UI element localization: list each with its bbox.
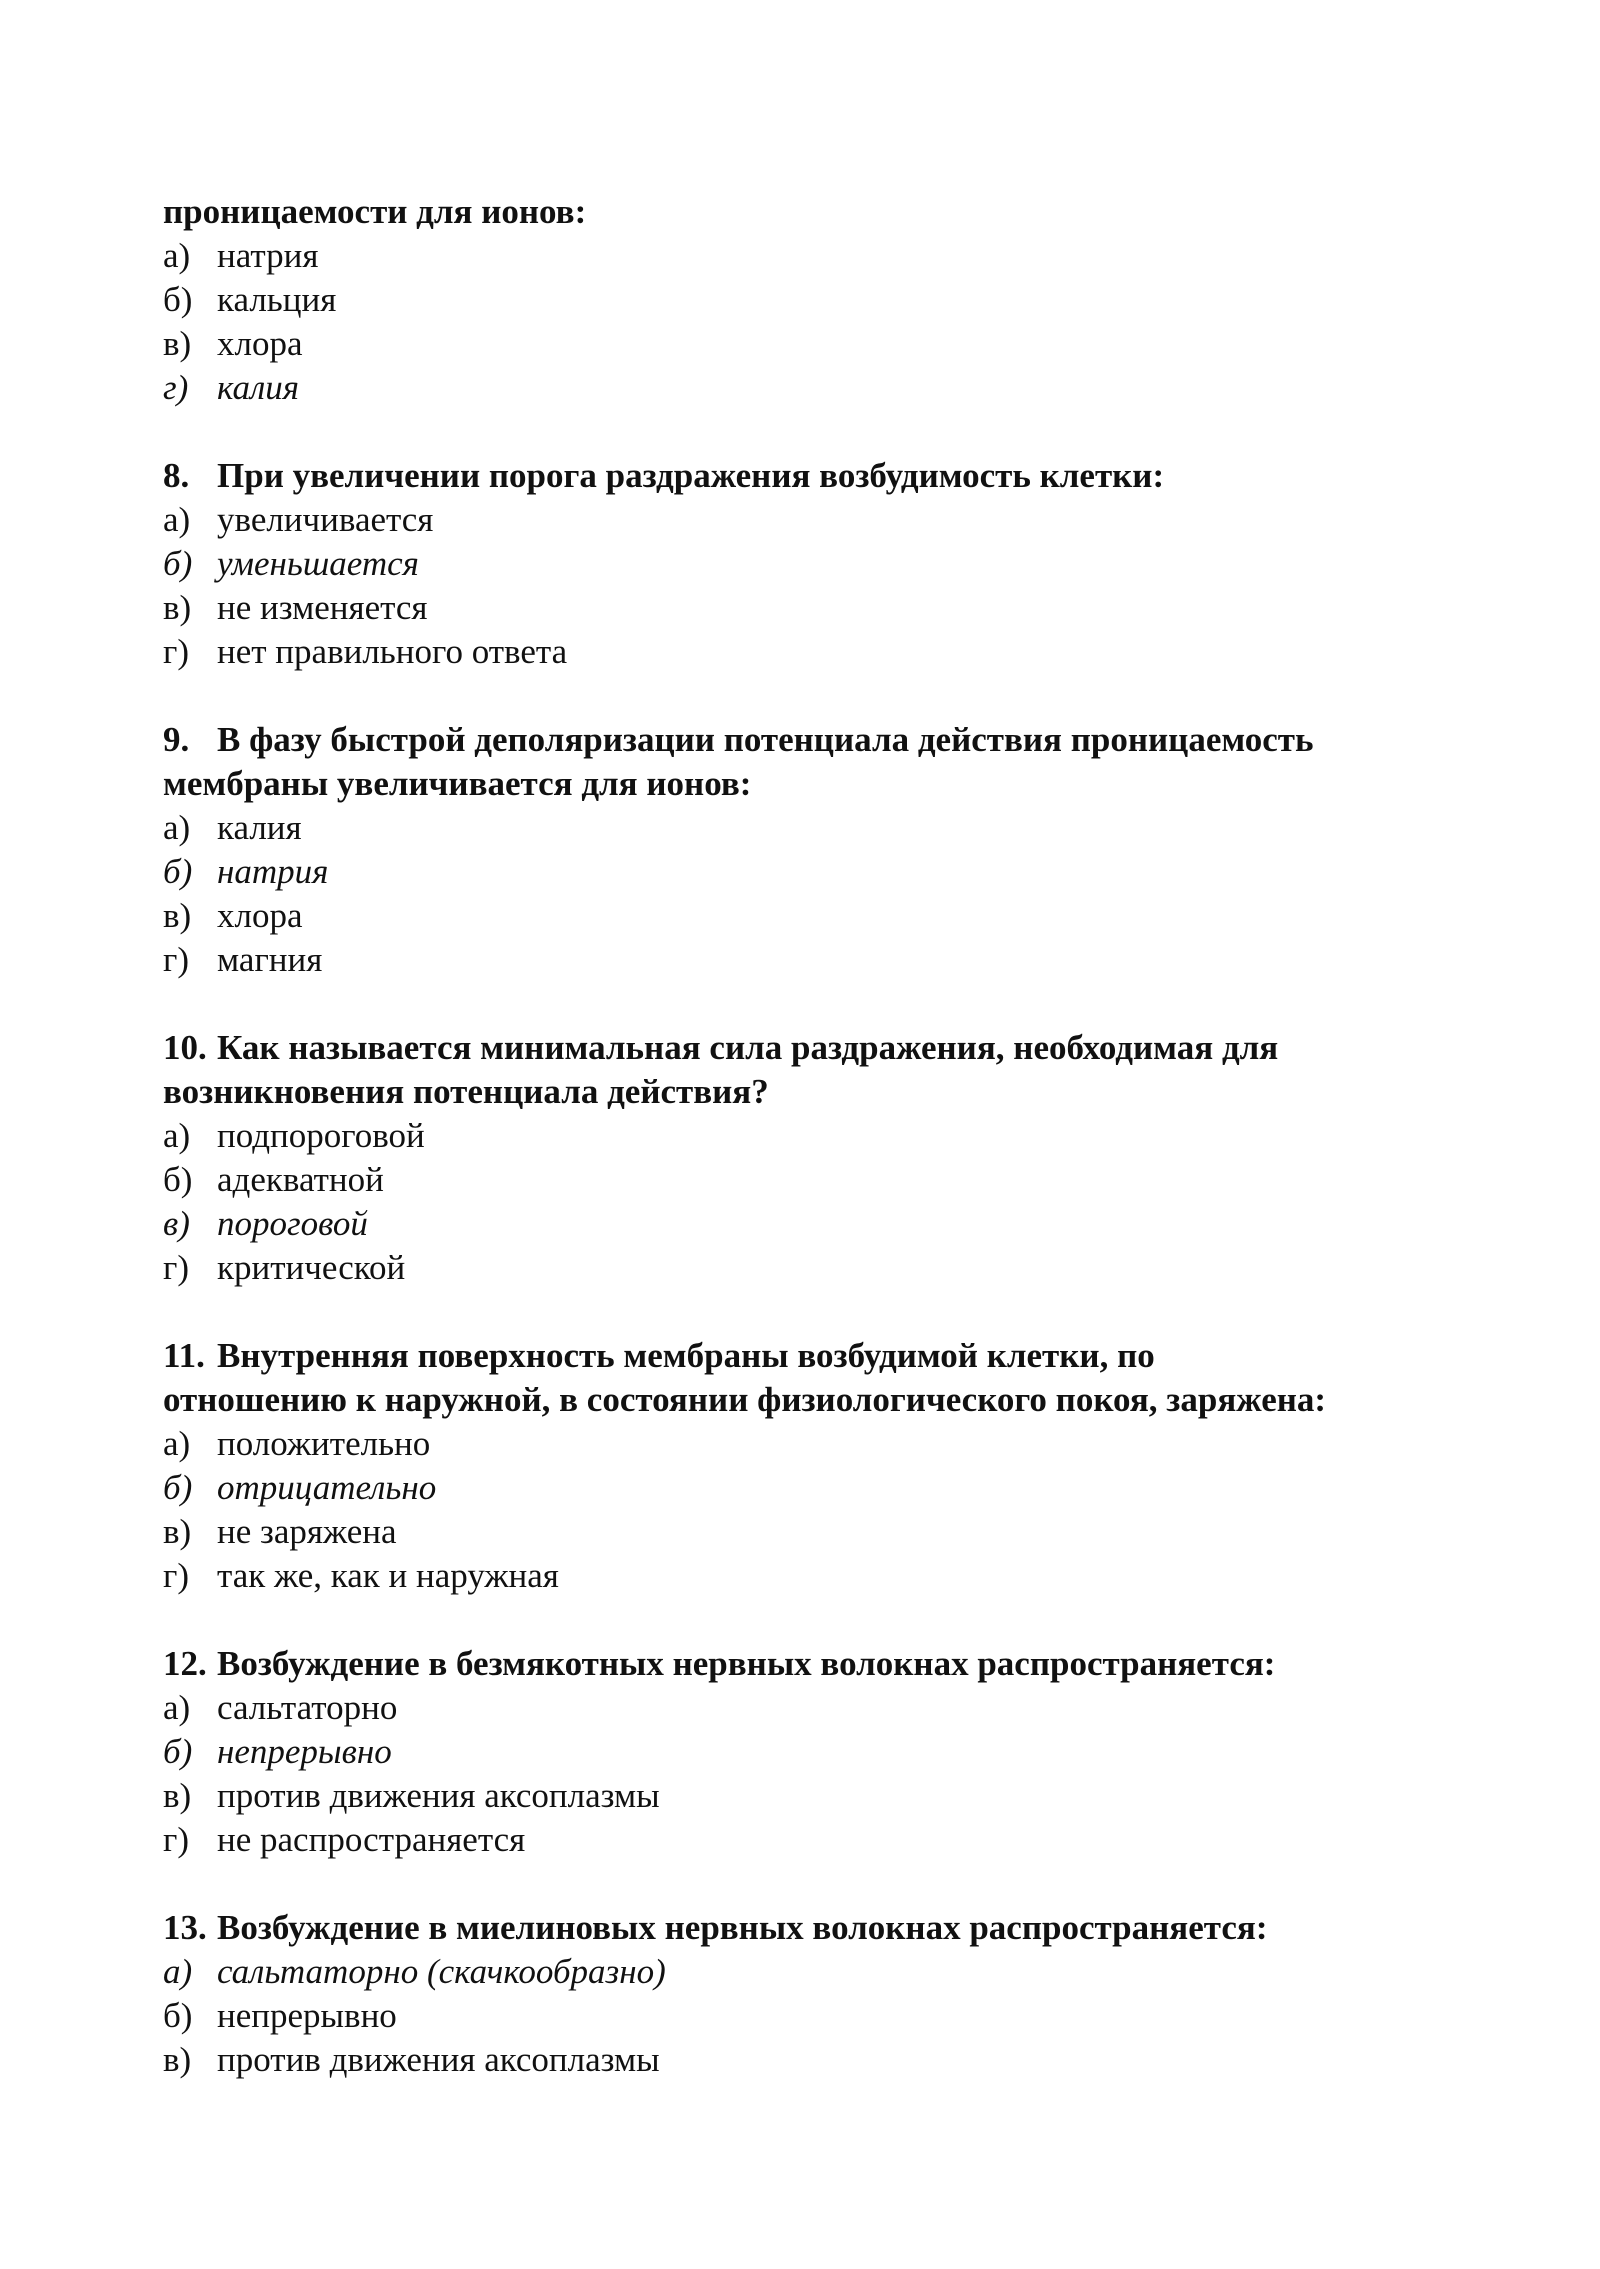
question-7-continuation [163, 190, 1463, 410]
question-number: 8. [163, 456, 190, 495]
option-b-correct [163, 850, 1463, 894]
option-d-correct [163, 366, 1463, 410]
option-a [163, 806, 1463, 850]
option-c [163, 894, 1463, 938]
option-a [163, 234, 1463, 278]
option-a [163, 1422, 1463, 1466]
option-text: кальция [217, 280, 337, 319]
question-title-line: отношению к наружной, в состоянии физиологического покоя, заряжена: [163, 1380, 1327, 1419]
option-c [163, 1774, 1463, 1818]
option-letter: а) [163, 808, 191, 847]
question-title-line: Внутренняя поверхность мембраны возбудимой клетки, по [217, 1336, 1155, 1375]
option-text: положительно [217, 1424, 431, 1463]
option-letter: а) [163, 1952, 193, 1991]
question-title-line: При увеличении порога раздражения возбудимость клетки: [217, 456, 1165, 495]
option-letter: г) [163, 1248, 190, 1287]
option-a [163, 1114, 1463, 1158]
option-letter: а) [163, 236, 191, 275]
option-d [163, 938, 1463, 982]
question-title [163, 454, 1463, 498]
option-a-correct [163, 1950, 1463, 1994]
question-title: проницаемости для ионов: [163, 192, 587, 231]
option-b [163, 278, 1463, 322]
question-13 [163, 1906, 1463, 2082]
question-title-line: Возбуждение в миелиновых нервных волокнах распространяется: [217, 1908, 1268, 1947]
option-letter: а) [163, 500, 191, 539]
question-10 [163, 1026, 1463, 1290]
option-letter: в) [163, 588, 192, 627]
option-text: увеличивается [217, 500, 434, 539]
question-number: 13. [163, 1908, 207, 1947]
question-8 [163, 454, 1463, 674]
option-text: хлора [217, 324, 303, 363]
option-letter: в) [163, 1204, 190, 1243]
question-title [163, 1026, 1463, 1070]
option-letter: б) [163, 1468, 193, 1507]
option-text: хлора [217, 896, 303, 935]
option-c [163, 322, 1463, 366]
question-title-line: возникновения потенциала действия? [163, 1072, 769, 1111]
option-b-correct [163, 542, 1463, 586]
option-b [163, 1158, 1463, 1202]
question-12 [163, 1642, 1463, 1862]
option-letter: г) [163, 632, 190, 671]
document-page [163, 190, 1463, 2082]
question-number: 10. [163, 1028, 207, 1067]
option-text: калия [217, 808, 302, 847]
option-letter: а) [163, 1424, 191, 1463]
option-letter: в) [163, 1512, 192, 1551]
option-text: адекватной [217, 1160, 384, 1199]
option-text: натрия [217, 236, 319, 275]
option-text: нет правильного ответа [217, 632, 568, 671]
option-c [163, 2038, 1463, 2082]
option-letter: в) [163, 2040, 192, 2079]
option-d [163, 1554, 1463, 1598]
option-letter: а) [163, 1116, 191, 1155]
question-number: 11. [163, 1336, 205, 1375]
option-letter: в) [163, 896, 192, 935]
option-d [163, 1818, 1463, 1862]
question-title [163, 718, 1463, 762]
option-letter: в) [163, 324, 192, 363]
option-a [163, 1686, 1463, 1730]
option-letter: а) [163, 1688, 191, 1727]
option-text: не распространяется [217, 1820, 526, 1859]
option-letter: в) [163, 1776, 192, 1815]
option-text: магния [217, 940, 323, 979]
option-letter: б) [163, 280, 193, 319]
option-text: непрерывно [217, 1732, 392, 1771]
question-title-line: Возбуждение в безмякотных нервных волокнах распространяется: [217, 1644, 1276, 1683]
option-text: подпороговой [217, 1116, 425, 1155]
option-letter: б) [163, 1160, 193, 1199]
option-text: не изменяется [217, 588, 428, 627]
option-text: натрия [217, 852, 329, 891]
option-letter: г) [163, 940, 190, 979]
question-title [163, 1906, 1463, 1950]
option-b-correct [163, 1730, 1463, 1774]
option-text: против движения аксоплазмы [217, 2040, 660, 2079]
option-c-correct [163, 1202, 1463, 1246]
option-letter: б) [163, 1996, 193, 2035]
question-number: 9. [163, 720, 190, 759]
option-text: калия [217, 368, 300, 407]
option-text: сальтаторно [217, 1688, 398, 1727]
option-text: критической [217, 1248, 406, 1287]
question-9 [163, 718, 1463, 982]
option-letter: б) [163, 852, 193, 891]
option-text: так же, как и наружная [217, 1556, 559, 1595]
option-text: против движения аксоплазмы [217, 1776, 660, 1815]
question-title [163, 1334, 1463, 1378]
question-title-line: мембраны увеличивается для ионов: [163, 764, 752, 803]
option-letter: г) [163, 368, 189, 407]
option-text: уменьшается [217, 544, 419, 583]
option-letter: г) [163, 1820, 190, 1859]
option-text: непрерывно [217, 1996, 397, 2035]
option-c [163, 586, 1463, 630]
option-text: пороговой [217, 1204, 368, 1243]
option-letter: г) [163, 1556, 190, 1595]
option-text: отрицательно [217, 1468, 437, 1507]
option-b [163, 1994, 1463, 2038]
question-title-line: В фазу быстрой деполяризации потенциала действия проницаемость [217, 720, 1314, 759]
option-text: не заряжена [217, 1512, 397, 1551]
option-d [163, 1246, 1463, 1290]
question-title-line: Как называется минимальная сила раздражения, необходимая для [217, 1028, 1279, 1067]
option-a [163, 498, 1463, 542]
option-d [163, 630, 1463, 674]
option-c [163, 1510, 1463, 1554]
option-letter: б) [163, 1732, 193, 1771]
option-letter: б) [163, 544, 193, 583]
option-text: сальтаторно (скачкообразно) [217, 1952, 666, 1991]
question-11 [163, 1334, 1463, 1598]
question-number: 12. [163, 1644, 207, 1683]
option-b-correct [163, 1466, 1463, 1510]
question-title [163, 1642, 1463, 1686]
